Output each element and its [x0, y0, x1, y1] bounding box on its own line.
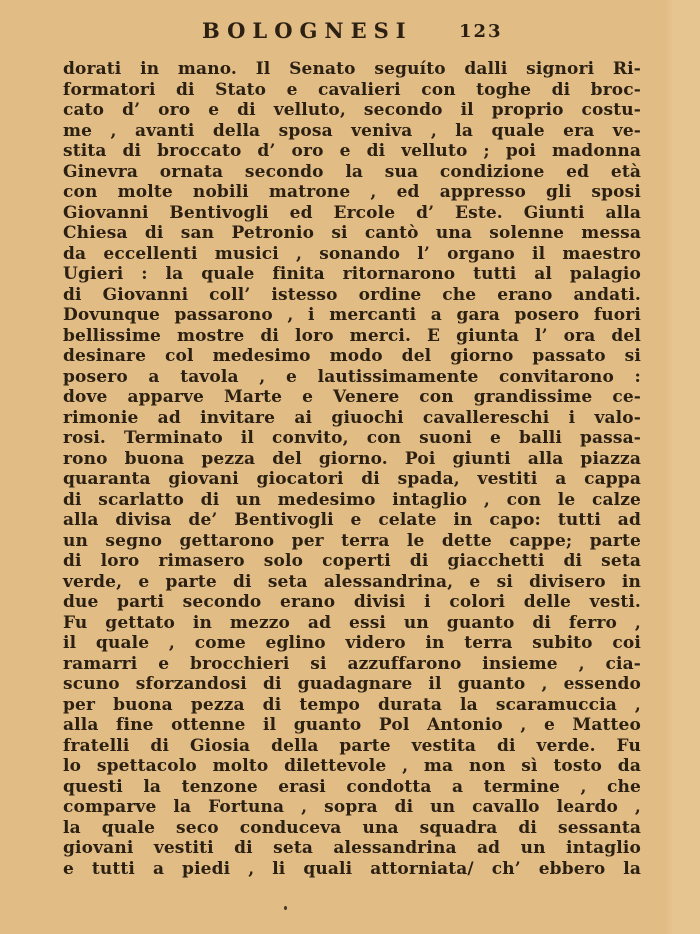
text-line: bellissime mostre di loro merci. E giunta l’ ora del	[63, 325, 641, 346]
page-header	[0, 16, 700, 46]
text-line: desinare col medesimo modo del giorno passato si	[63, 346, 641, 366]
text-line: Ugieri : la quale finita ritornarono tutti al palagio	[63, 264, 641, 284]
text-line: di loro rimasero solo coperti di giacchetti di seta	[63, 551, 641, 571]
text-line: cato d’ oro e di velluto, secondo il proprio costu-	[63, 100, 641, 120]
running-header: BOLOGNESI	[202, 18, 413, 43]
text-line: questi la tenzone erasi condotta a termine , che	[63, 776, 641, 797]
text-line: e tutti a piedi , li quali attorniata/ ch’ ebbero la	[63, 858, 641, 879]
page-text	[63, 59, 641, 879]
text-line: un segno gettarono per terra le dette cappe; parte	[63, 530, 641, 551]
text-line: alla divisa de’ Bentivogli e celate in capo: tutti ad	[63, 510, 641, 530]
ink-speck	[284, 906, 287, 910]
text-line: alla fine ottenne il guanto Pol Antonio , e Matteo	[63, 715, 641, 735]
text-line: di Giovanni coll’ istesso ordine che erano andati.	[63, 284, 641, 305]
text-line: lo spettacolo molto dilettevole , ma non sì tosto da	[63, 756, 641, 776]
text-line: rimonie ad invitare ai giuochi cavallereschi i valo-	[63, 407, 641, 428]
text-line: giovani vestiti di seta alessandrina ad un intaglio	[63, 838, 641, 858]
text-line: Ginevra ornata secondo la sua condizione ed età	[63, 161, 641, 182]
text-line: dove apparve Marte e Venere con grandissime ce-	[63, 387, 641, 407]
text-line: formatori di Stato e cavalieri con toghe di broc-	[63, 79, 641, 100]
text-line: quaranta giovani giocatori di spada, vestiti a cappa	[63, 469, 641, 489]
text-line: Chiesa di san Petronio si cantò una solenne messa	[63, 223, 641, 243]
text-line: dorati in mano. Il Senato seguíto dalli signori Ri-	[63, 59, 641, 79]
text-line: Fu gettato in mezzo ad essi un guanto di ferro ,	[63, 612, 641, 633]
text-line: di scarlatto di un medesimo intaglio , con le calze	[63, 489, 641, 510]
text-line: ramarri e brocchieri si azzuffarono insieme , cia-	[63, 653, 641, 674]
page-number: 123	[459, 21, 503, 42]
text-line: per buona pezza di tempo durata la scaramuccia ,	[63, 694, 641, 715]
text-line: fratelli di Giosia della parte vestita di verde. Fu	[63, 735, 641, 756]
text-line: il quale , come eglino videro in terra subito coi	[63, 633, 641, 653]
text-line: stita di broccato d’ oro e di velluto ; poi madonna	[63, 141, 641, 161]
text-line: Dovunque passarono , i mercanti a gara posero fuori	[63, 305, 641, 325]
text-line: da eccellenti musici , sonando l’ organo il maestro	[63, 243, 641, 264]
text-line: con molte nobili matrone , ed appresso gli sposi	[63, 182, 641, 202]
text-line: rono buona pezza del giorno. Poi giunti alla piazza	[63, 448, 641, 469]
scan-page-edge	[665, 0, 700, 934]
text-line: verde, e parte di seta alessandrina, e si divisero in	[63, 571, 641, 592]
text-line: la quale seco conduceva una squadra di sessanta	[63, 817, 641, 838]
text-line: due parti secondo erano divisi i colori delle vesti.	[63, 592, 641, 612]
text-line: comparve la Fortuna , sopra di un cavallo leardo ,	[63, 797, 641, 817]
text-line: Giovanni Bentivogli ed Ercole d’ Este. Giunti alla	[63, 202, 641, 223]
text-line: me , avanti della sposa veniva , la quale era ve-	[63, 120, 641, 141]
text-line: rosi. Terminato il convito, con suoni e balli passa-	[63, 428, 641, 448]
text-line: posero a tavola , e lautissimamente convitarono :	[63, 366, 641, 387]
text-line: scuno sforzandosi di guadagnare il guanto , essendo	[63, 674, 641, 694]
